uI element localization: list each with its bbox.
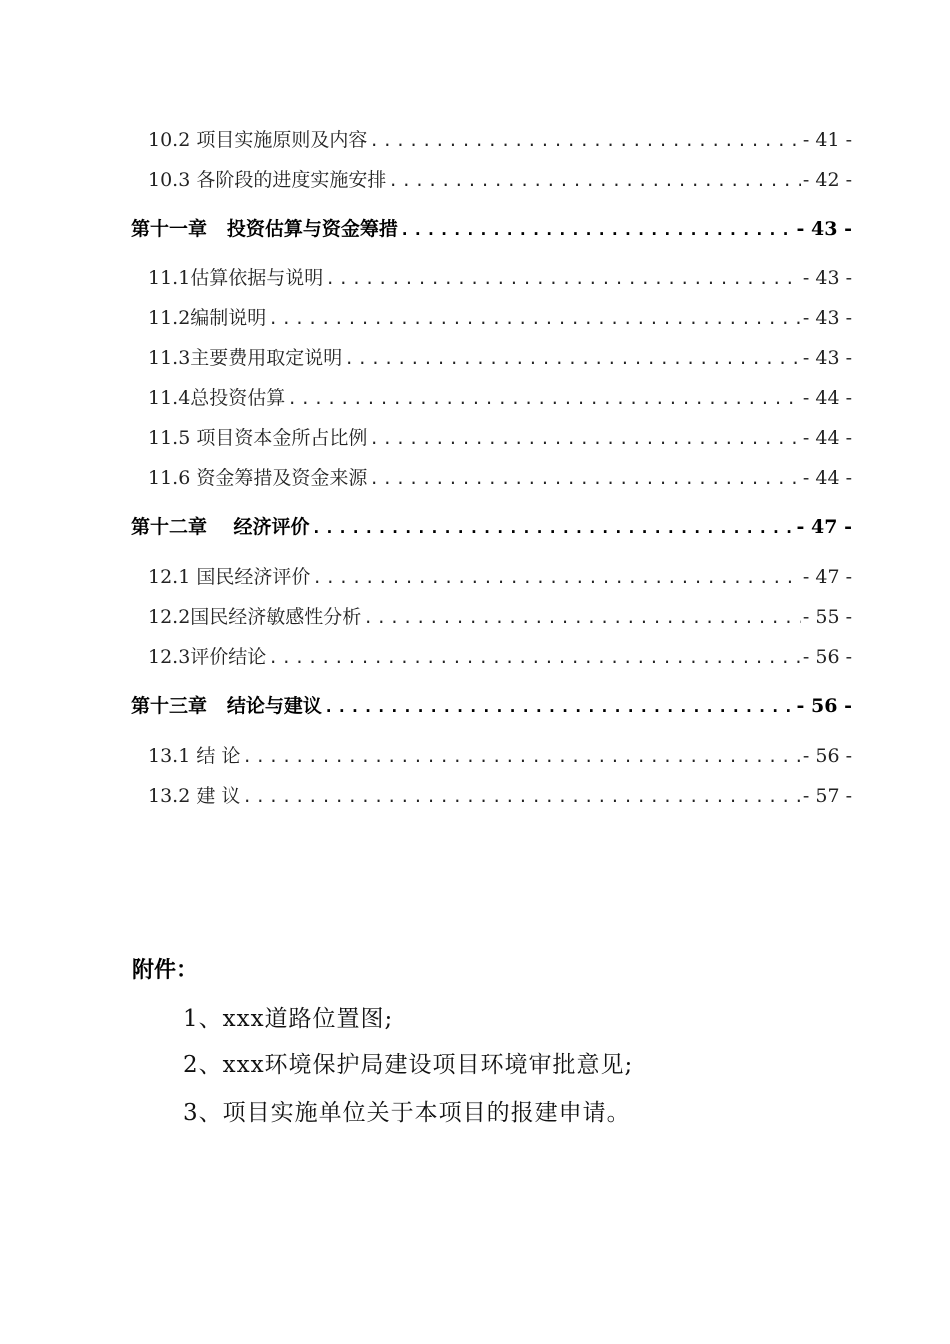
toc-page-number: - 44 - [802,427,852,449]
toc-dot-leader [388,171,801,190]
toc-entry-10-2[interactable] [148,125,852,152]
toc-dot-leader [242,787,801,806]
toc-dot-leader [324,697,795,716]
toc-entry-title: 12.1 国民经济评价 [148,566,311,588]
toc-dot-leader [344,349,801,368]
toc-entry-11-1[interactable] [148,263,852,290]
toc-entry-13-2[interactable] [148,781,852,808]
toc-entry-title: 10.2 项目实施原则及内容 [148,129,368,151]
toc-page-number: - 43 - [802,267,852,289]
toc-entry-title: 13.2 建 议 [148,785,241,807]
toc-dot-leader [312,568,801,587]
toc-entry-title: 13.1 结 论 [148,745,241,767]
toc-chapter-11[interactable] [131,214,852,241]
toc-entry-12-1[interactable] [148,562,852,589]
toc-dot-leader [268,309,801,328]
toc-entry-10-3[interactable] [148,165,852,192]
toc-entry-title: 11.6 资金筹措及资金来源 [148,467,368,489]
toc-entry-12-3[interactable] [148,642,852,669]
toc-page-number: - 44 - [802,467,852,489]
toc-entry-11-4[interactable] [148,383,852,410]
toc-dot-leader [287,389,801,408]
toc-page-number: - 43 - [796,218,852,240]
toc-entry-title: 12.3评价结论 [148,646,267,668]
toc-page-number: - 44 - [802,387,852,409]
toc-entry-11-3[interactable] [148,343,852,370]
toc-entry-11-5[interactable] [148,423,852,450]
toc-chapter-13[interactable] [131,691,852,718]
toc-dot-leader [400,220,795,239]
toc-dot-leader [369,429,801,448]
toc-page-number: - 57 - [802,785,852,807]
toc-dot-leader [311,518,794,537]
toc-dot-leader [268,648,801,667]
toc-entry-title: 12.2国民经济敏感性分析 [148,606,362,628]
toc-dot-leader [369,131,801,150]
attachments-heading: 附件： [132,957,199,983]
toc-page-number: - 47 - [802,566,852,588]
toc-chapter-title: 第十三章 结论与建议 [131,695,322,717]
attachment-item-1: 1、xxx道路位置图; [183,1006,394,1032]
toc-chapter-title: 第十二章 经济评价 [131,516,310,538]
toc-dot-leader [242,747,801,766]
toc-page-number: - 56 - [802,646,852,668]
attachment-item-3: 3、项目实施单位关于本项目的报建申请。 [183,1100,631,1126]
toc-entry-13-1[interactable] [148,741,852,768]
toc-entry-11-6[interactable] [148,463,852,490]
toc-page-number: - 43 - [802,307,852,329]
toc-page-number: - 42 - [802,169,852,191]
attachment-item-2: 2、xxx环境保护局建设项目环境审批意见; [183,1052,634,1078]
toc-page-number: - 41 - [802,129,852,151]
toc-entry-title: 11.5 项目资本金所占比例 [148,427,368,449]
toc-chapter-12[interactable] [131,512,852,539]
toc-page-number: - 47 - [796,516,852,538]
toc-entry-title: 11.4总投资估算 [148,387,286,409]
toc-page-number: - 43 - [802,347,852,369]
toc-page-number: - 56 - [802,745,852,767]
toc-entry-title: 11.2编制说明 [148,307,267,329]
toc-entry-11-2[interactable] [148,303,852,330]
toc-chapter-title: 第十一章 投资估算与资金筹措 [131,218,398,240]
toc-page-number: - 55 - [802,606,852,628]
toc-dot-leader [363,608,801,627]
toc-entry-title: 11.3主要费用取定说明 [148,347,343,369]
toc-dot-leader [325,269,801,288]
toc-dot-leader [369,469,801,488]
toc-entry-title: 10.3 各阶段的进度实施安排 [148,169,387,191]
toc-entry-title: 11.1估算依据与说明 [148,267,324,289]
toc-entry-12-2[interactable] [148,602,852,629]
toc-page-number: - 56 - [796,695,852,717]
